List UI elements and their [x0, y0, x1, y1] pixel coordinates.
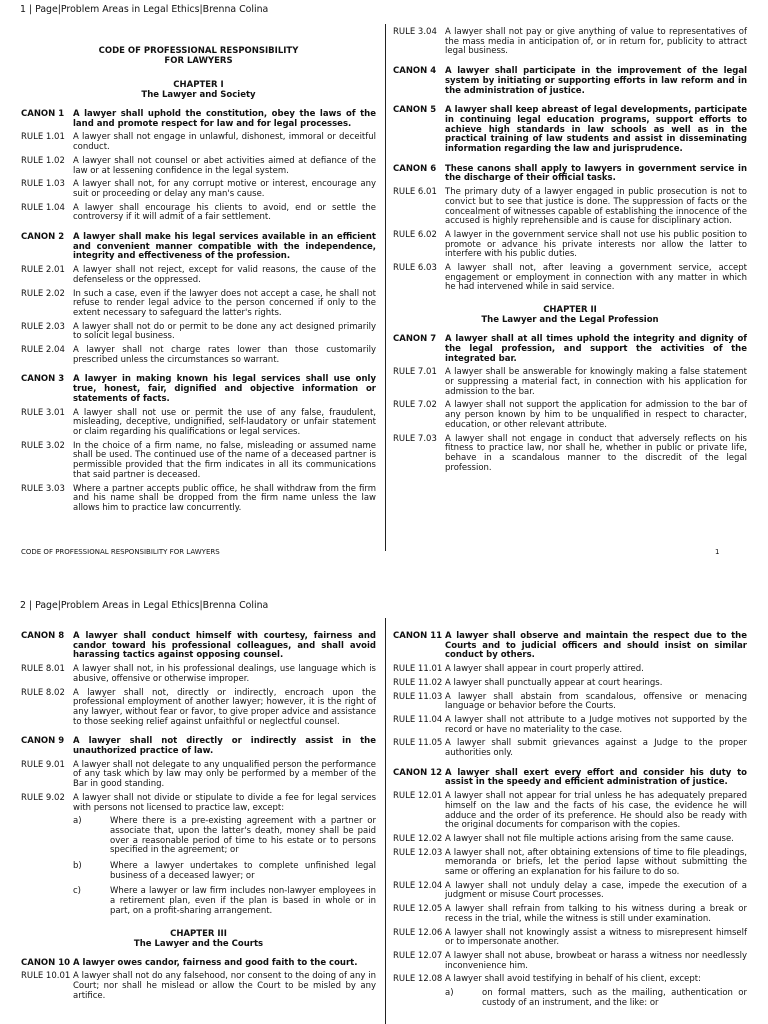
sub-clause-label: a): [445, 988, 454, 999]
rule-label: RULE 1.01: [21, 132, 65, 143]
rule-text: A lawyer shall not do any falsehood, nor consent to the doing of any in Court; nor shall he mislead or allow the Court to be misled by any artifice.: [73, 971, 376, 1001]
rule-text: A lawyer shall not appear for trial unless he has adequately prepared himself on the law and the facts of his case, the evidence he will adduce and the order of its preference. He should also be ready with the original documents for comparison with the copies.: [445, 791, 747, 831]
canon-label: CANON 12: [393, 767, 443, 778]
rule-entry: [393, 835, 747, 845]
sub-clause-label: c): [73, 886, 81, 897]
rule-entry: [21, 346, 376, 365]
canon-text: A lawyer shall uphold the constitution, obey the laws of the land and promote respect for law and for legal processes.: [73, 109, 376, 129]
canon-label: CANON 5: [393, 105, 437, 116]
page-footer: CODE OF PROFESSIONAL RESPONSIBILITY FOR LAWYERS: [21, 548, 220, 556]
rule-entry: [393, 929, 747, 948]
column-divider: [385, 24, 386, 551]
rule-text: In the choice of a firm name, no false, misleading or assumed name shall be used. The continued use of the name of a deceased partner is permissible provided that the firm indicates in all its communications that said partner is deceased.: [73, 440, 376, 480]
canon-entry: [21, 737, 376, 756]
rule-text: A lawyer shall not knowingly assist a witness to misrepresent himself or to impersonate another.: [445, 927, 747, 948]
rule-label: RULE 12.05: [393, 904, 443, 915]
sub-clause-text: Where a lawyer or law firm includes non-lawyer employees in a retirement plan, even if the plan is based in whole or in part, on a profit-sharing arrangement.: [110, 886, 376, 916]
rule-entry: [21, 972, 376, 1001]
right-entries: [393, 632, 747, 1009]
canon-entry: [393, 335, 747, 364]
rule-label: RULE 6.01: [393, 187, 437, 198]
rule-text: A lawyer shall not divide or stipulate to divide a fee for legal services with persons not licensed to practice law, except:: [73, 792, 376, 813]
chapter-title: The Lawyer and the Legal Profession: [481, 315, 659, 326]
canon-text: These canons shall apply to lawyers in government service in the discharge of their official tasks.: [445, 163, 747, 184]
rule-entry: [393, 716, 747, 735]
canon-text: A lawyer shall at all times uphold the integrity and dignity of the legal profession, and support the activities of the integrated bar.: [445, 334, 747, 364]
rule-entry: [393, 739, 747, 758]
page-header: 2 | Page|Problem Areas in Legal Ethics|Brenna Colina: [20, 600, 269, 611]
rule-entry: [393, 401, 747, 430]
rule-text: A lawyer shall encourage his clients to avoid, end or settle the controversy if it will admit of a fair settlement.: [73, 202, 376, 223]
right-column: [393, 622, 747, 1015]
canon-label: CANON 9: [21, 736, 65, 747]
sub-clause-text: Where there is a pre-existing agreement with a partner or associate that, upon the latter's death, money shall be paid over a reasonable period of time to his estate or to persons specified in the agreement; or: [110, 816, 376, 856]
document-title-line: FOR LAWYERS: [164, 56, 233, 66]
rule-label: RULE 1.02: [21, 155, 65, 166]
rule-entry: [21, 157, 376, 176]
rule-label: RULE 6.03: [393, 263, 437, 274]
canon-entry: [21, 110, 376, 129]
rule-text: A lawyer shall not, for any corrupt motive or interest, encourage any suit or proceeding or delay any man's cause.: [73, 179, 376, 199]
rule-entry: [393, 665, 747, 675]
chapter-title: The Lawyer and Society: [141, 90, 256, 100]
rule-label: RULE 12.04: [393, 880, 443, 891]
rule-entry: [21, 290, 376, 319]
rule-label: RULE 2.04: [21, 345, 65, 356]
rule-text: A lawyer shall refrain from talking to his witness during a break or recess in the trial, while the witness is still under examination.: [445, 904, 747, 924]
rule-entry: [393, 693, 747, 712]
rule-label: RULE 7.02: [393, 400, 437, 411]
rule-text: A lawyer shall not, after obtaining extensions of time to file pleadings, memoranda or briefs, let the period lapse without submitting the same or offering an explanation for his failure to do so.: [445, 847, 747, 878]
right-column: [393, 28, 747, 477]
rule-label: RULE 3.03: [21, 483, 65, 494]
rule-label: RULE 11.03: [393, 691, 443, 702]
rule-label: RULE 11.02: [393, 677, 443, 688]
rule-text: A lawyer shall submit grievances against a Judge to the proper authorities only.: [445, 738, 747, 759]
rule-label: RULE 12.06: [393, 927, 443, 938]
document-page-2: [0, 596, 768, 1024]
chapter-heading: [21, 80, 376, 100]
rule-text: A lawyer shall not delegate to any unqualified person the performance of any task which by law may only be performed by a member of the Bar in good standing.: [73, 759, 376, 790]
rule-entry: [21, 266, 376, 285]
canon-entry: [21, 959, 376, 969]
rule-label: RULE 12.01: [393, 791, 443, 802]
chapter-heading: [21, 929, 376, 949]
rule-label: RULE 11.01: [393, 664, 443, 675]
rule-text: A lawyer shall not, in his professional dealings, use language which is abusive, offensive or otherwise improper.: [73, 664, 376, 684]
rule-label: RULE 12.03: [393, 847, 443, 858]
document-title: [21, 46, 376, 66]
canon-text: A lawyer shall exert every effort and consider his duty to assist in the speedy and efficient administration of justice.: [445, 767, 747, 788]
rule-entry: [393, 792, 747, 831]
rule-label: RULE 3.01: [21, 407, 65, 418]
canon-text: A lawyer shall keep abreast of legal developments, participate in continuing legal education programs, support efforts to achieve high standards in law schools as well as in the practical training of law students and assist in disseminating information regarding the law and jurisprudence.: [445, 105, 747, 155]
rule-label: RULE 9.02: [21, 792, 65, 803]
rule-entry: [393, 231, 747, 260]
canon-text: A lawyer shall observe and maintain the respect due to the Courts and to judicial officers and should insist on similar conduct by others.: [445, 631, 747, 661]
rule-label: RULE 1.04: [21, 202, 65, 213]
sub-clause: [73, 887, 376, 916]
rule-label: RULE 6.02: [393, 229, 437, 240]
canon-text: A lawyer shall participate in the improvement of the legal system by initiating or supporting efforts in law reform and in the administration of justice.: [445, 66, 747, 96]
page-gap: [0, 574, 768, 596]
canon-entry: [393, 165, 747, 184]
rule-entry: [393, 368, 747, 397]
rule-text: A lawyer shall appear in court properly attired.: [445, 664, 644, 675]
rule-text: A lawyer shall not, after leaving a government service, accept engagement or employment in connection with any matter in which he had intervened while in said service.: [445, 263, 747, 293]
rule-text: A lawyer shall not engage in conduct that adversely reflects on his fitness to practice law, nor shall he, whether in public or private life, behave in a scandalous manner to the discredit of the legal profession.: [445, 433, 747, 473]
rule-label: RULE 12.02: [393, 833, 443, 844]
rule-text: A lawyer shall not charge rates lower than those customarily prescribed unless the circumstances so warrant.: [73, 345, 376, 365]
rule-text: A lawyer in the government service shall not use his public position to promote or advance his private interests nor allow the latter to interfere with his public duties.: [445, 229, 747, 260]
rule-text: A lawyer shall not file multiple actions arising from the same cause.: [445, 833, 734, 844]
rule-text: A lawyer shall not unduly delay a case, impede the execution of a judgment or misuse Court processes.: [445, 880, 747, 901]
sub-clause-text: on formal matters, such as the mailing, authentication or custody of an instrument, and the like: or: [482, 988, 747, 1008]
canon-label: CANON 2: [21, 232, 65, 243]
rule-entry: [393, 264, 747, 293]
canon-text: A lawyer shall not directly or indirectly assist in the unauthorized practice of law.: [73, 736, 376, 757]
rule-text: A lawyer shall not use or permit the use of any false, fraudulent, misleading, deceptive, undignified, self-laudatory or unfair statement or claim regarding his qualifications or legal services.: [73, 407, 376, 437]
rule-label: RULE 7.03: [393, 433, 437, 444]
sub-clause-text: Where a lawyer undertakes to complete unfinished legal business of a deceased lawyer; or: [110, 861, 376, 881]
canon-text: A lawyer shall conduct himself with courtesy, fairness and candor toward his professional colleagues, and shall avoid harassing tactics against opposing counsel.: [73, 631, 376, 661]
rule-entry: [393, 679, 747, 689]
rule-entry: [393, 435, 747, 474]
canon-text: A lawyer in making known his legal services shall use only true, honest, fair, dignified and objective information or statements of facts.: [73, 374, 376, 404]
rule-entry: [393, 975, 747, 985]
sub-clause: [73, 817, 376, 856]
rule-label: RULE 11.05: [393, 738, 443, 749]
rule-entry: [21, 204, 376, 223]
rule-entry: [21, 409, 376, 438]
rule-label: RULE 3.04: [393, 27, 437, 37]
chapter-label: CHAPTER I: [173, 80, 224, 90]
rule-entry: [393, 849, 747, 878]
rule-text: Where a partner accepts public office, he shall withdraw from the firm and his name shall be dropped from the firm name unless the law allows him to practice law concurrently.: [73, 483, 376, 513]
canon-label: CANON 11: [393, 631, 443, 641]
canon-entry: [393, 67, 747, 96]
rule-entry: [21, 761, 376, 790]
rule-text: A lawyer shall not support the application for admission to the bar of any person known by him to be unqualified in respect to character, education, or other relevant attribute.: [445, 400, 747, 430]
rule-label: RULE 7.01: [393, 367, 437, 378]
chapter-label: CHAPTER III: [170, 928, 227, 939]
rule-entry: [21, 180, 376, 199]
rule-label: RULE 11.04: [393, 714, 443, 725]
rule-label: RULE 3.02: [21, 440, 65, 451]
canon-label: CANON 7: [393, 334, 437, 345]
canon-label: CANON 10: [21, 957, 71, 968]
rule-text: A lawyer shall not engage in unlawful, dishonest, immoral or deceitful conduct.: [73, 132, 376, 153]
rule-entry: [393, 905, 747, 924]
left-column: [21, 622, 376, 1005]
rule-label: RULE 2.03: [21, 321, 65, 332]
rule-label: RULE 2.01: [21, 265, 65, 276]
rule-text: A lawyer shall not pay or give anything of value to representatives of the mass media in anticipation of, or in return for, publicity to attract legal business.: [445, 27, 747, 57]
rule-text: A lawyer shall punctually appear at court hearings.: [445, 677, 663, 688]
rule-label: RULE 2.02: [21, 288, 65, 299]
canon-entry: [21, 632, 376, 661]
rule-text: A lawyer shall avoid testifying in behalf of his client, except:: [445, 974, 701, 985]
rule-text: In such a case, even if the lawyer does not accept a case, he shall not refuse to render legal advice to the person concerned if only to the extent necessary to safeguard the latter's rights.: [73, 288, 376, 318]
canon-label: CANON 4: [393, 66, 437, 77]
canon-entry: [21, 233, 376, 262]
rule-entry: [21, 665, 376, 684]
canon-label: CANON 8: [21, 631, 65, 641]
canon-label: CANON 6: [393, 163, 437, 174]
rule-entry: [393, 188, 747, 227]
rule-entry: [393, 28, 747, 57]
rule-text: A lawyer shall not attribute to a Judge motives not supported by the record or have no materiality to the case.: [445, 714, 747, 735]
rule-text: A lawyer shall be answerable for knowingly making a false statement or suppressing a material fact, in connection with his application for admission to the bar.: [445, 367, 747, 397]
rule-text: A lawyer shall abstain from scandalous, offensive or menacing language or behavior before the Courts.: [445, 691, 747, 712]
rule-entry: [21, 689, 376, 728]
left-column: [21, 44, 376, 518]
rule-label: RULE 12.07: [393, 950, 443, 961]
left-entries: [21, 632, 376, 1001]
rule-entry: [21, 323, 376, 342]
rule-entry: [21, 794, 376, 813]
rule-text: A lawyer shall not counsel or abet activities aimed at defiance of the law or at lessening confidence in the legal system.: [73, 155, 376, 176]
canon-entry: [393, 632, 747, 661]
rule-entry: [21, 442, 376, 481]
chapter-title: The Lawyer and the Courts: [133, 938, 264, 949]
canon-label: CANON 1: [21, 109, 65, 119]
rule-text: A lawyer shall not do or permit to be done any act designed primarily to solicit legal business.: [73, 321, 376, 342]
sub-clause: [73, 862, 376, 881]
rule-label: RULE 12.08: [393, 974, 443, 985]
canon-entry: [21, 375, 376, 404]
canon-label: CANON 3: [21, 374, 65, 385]
page-header: 1 | Page|Problem Areas in Legal Ethics|Brenna Colina: [20, 4, 269, 15]
rule-label: RULE 10.01: [21, 971, 71, 982]
rule-entry: [393, 882, 747, 901]
column-divider: [385, 618, 386, 1024]
canon-text: A lawyer owes candor, fairness and good faith to the court.: [73, 957, 358, 968]
canon-text: A lawyer shall make his legal services available in an efficient and convenient manner compatible with the independence, integrity and effectiveness of the profession.: [73, 232, 376, 262]
canon-entry: [393, 106, 747, 155]
sub-clause-label: a): [73, 816, 82, 827]
rule-label: RULE 8.01: [21, 664, 65, 675]
page-number: 1: [715, 548, 720, 556]
chapter-heading: [393, 305, 747, 325]
rule-entry: [393, 952, 747, 971]
right-entries: [393, 28, 747, 473]
rule-entry: [21, 485, 376, 514]
rule-label: RULE 9.01: [21, 759, 65, 770]
rule-text: The primary duty of a lawyer engaged in public prosecution is not to convict but to see that justice is done. The suppression of facts or the concealment of witnesses capable of establishing the innocence of the accused is highly reprehensible and is cause for disciplinary action.: [445, 187, 747, 227]
rule-text: A lawyer shall not reject, except for valid reasons, the cause of the defenseless or the oppressed.: [73, 265, 376, 285]
chapter-label: CHAPTER II: [543, 305, 597, 316]
rule-text: A lawyer shall not abuse, browbeat or harass a witness nor needlessly inconvenience him.: [445, 950, 747, 971]
left-entries: [21, 110, 376, 514]
rule-text: A lawyer shall not, directly or indirectly, encroach upon the professional employment of another lawyer; however, it is the right of any lawyer, without fear or favor, to give proper advice and assistance to those seeking relief against unfaithful or neglectful counsel.: [73, 687, 376, 727]
rule-entry: [21, 133, 376, 152]
sub-clause-label: b): [73, 861, 82, 872]
rule-label: RULE 8.02: [21, 687, 65, 698]
document-title-line: CODE OF PROFESSIONAL RESPONSIBILITY: [98, 46, 299, 56]
sub-clause: [445, 989, 747, 1008]
canon-entry: [393, 769, 747, 788]
rule-label: RULE 1.03: [21, 179, 65, 190]
